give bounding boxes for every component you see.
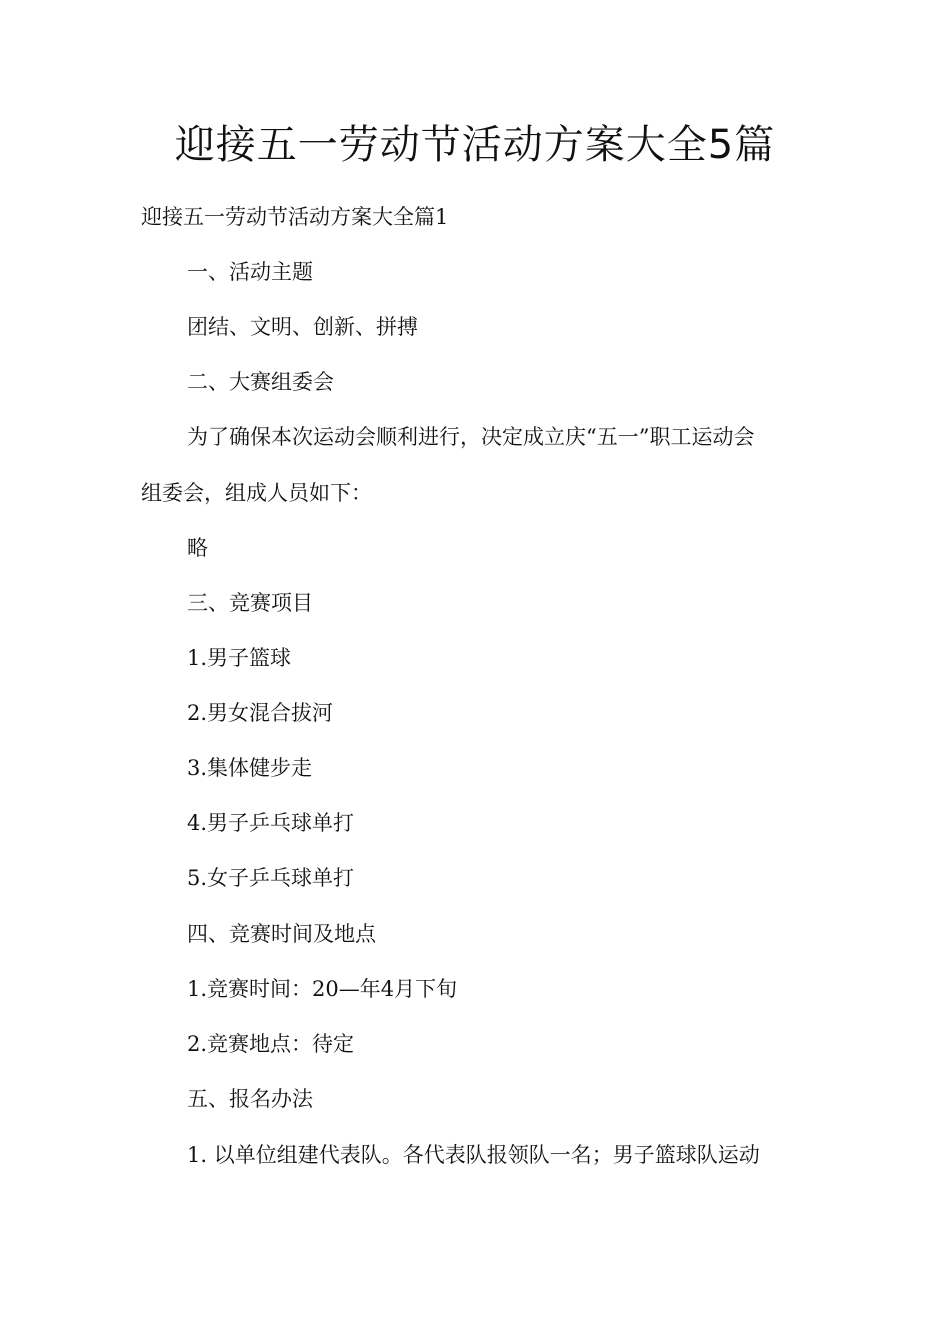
heading-time-and-place: 四、竞赛时间及地点 [187,922,376,946]
list-item-event-1: 1.男子篮球 [187,646,292,670]
heading-organizing-committee: 二、大赛组委会 [187,370,334,394]
list-item-event-4: 4.男子乒乓球单打 [187,811,355,835]
paragraph-registration-line1: 1. 以单位组建代表队。各代表队报领队一名；男子篮球队运动 [187,1143,760,1167]
heading-competition-events: 三、竞赛项目 [187,591,313,615]
heading-registration: 五、报名办法 [187,1087,313,1111]
paragraph-committee-line2: 组委会，组成人员如下： [141,481,372,505]
list-item-event-2: 2.男女混合拔河 [187,701,334,725]
list-item-event-3: 3.集体健步走 [187,756,313,780]
section-heading-part1: 迎接五一劳动节活动方案大全篇1 [141,205,449,229]
paragraph-theme-content: 团结、文明、创新、拼搏 [187,315,418,339]
heading-activity-theme: 一、活动主题 [187,260,313,284]
paragraph-omitted: 略 [187,536,208,560]
list-item-event-5: 5.女子乒乓球单打 [187,866,355,890]
list-item-time: 1.竞赛时间：20—年4月下旬 [187,977,458,1001]
paragraph-committee-line1: 为了确保本次运动会顺利进行，决定成立庆“五一”职工运动会 [187,425,755,449]
document-title: 迎接五一劳动节活动方案大全5篇 [174,122,776,168]
list-item-place: 2.竞赛地点：待定 [187,1032,355,1056]
